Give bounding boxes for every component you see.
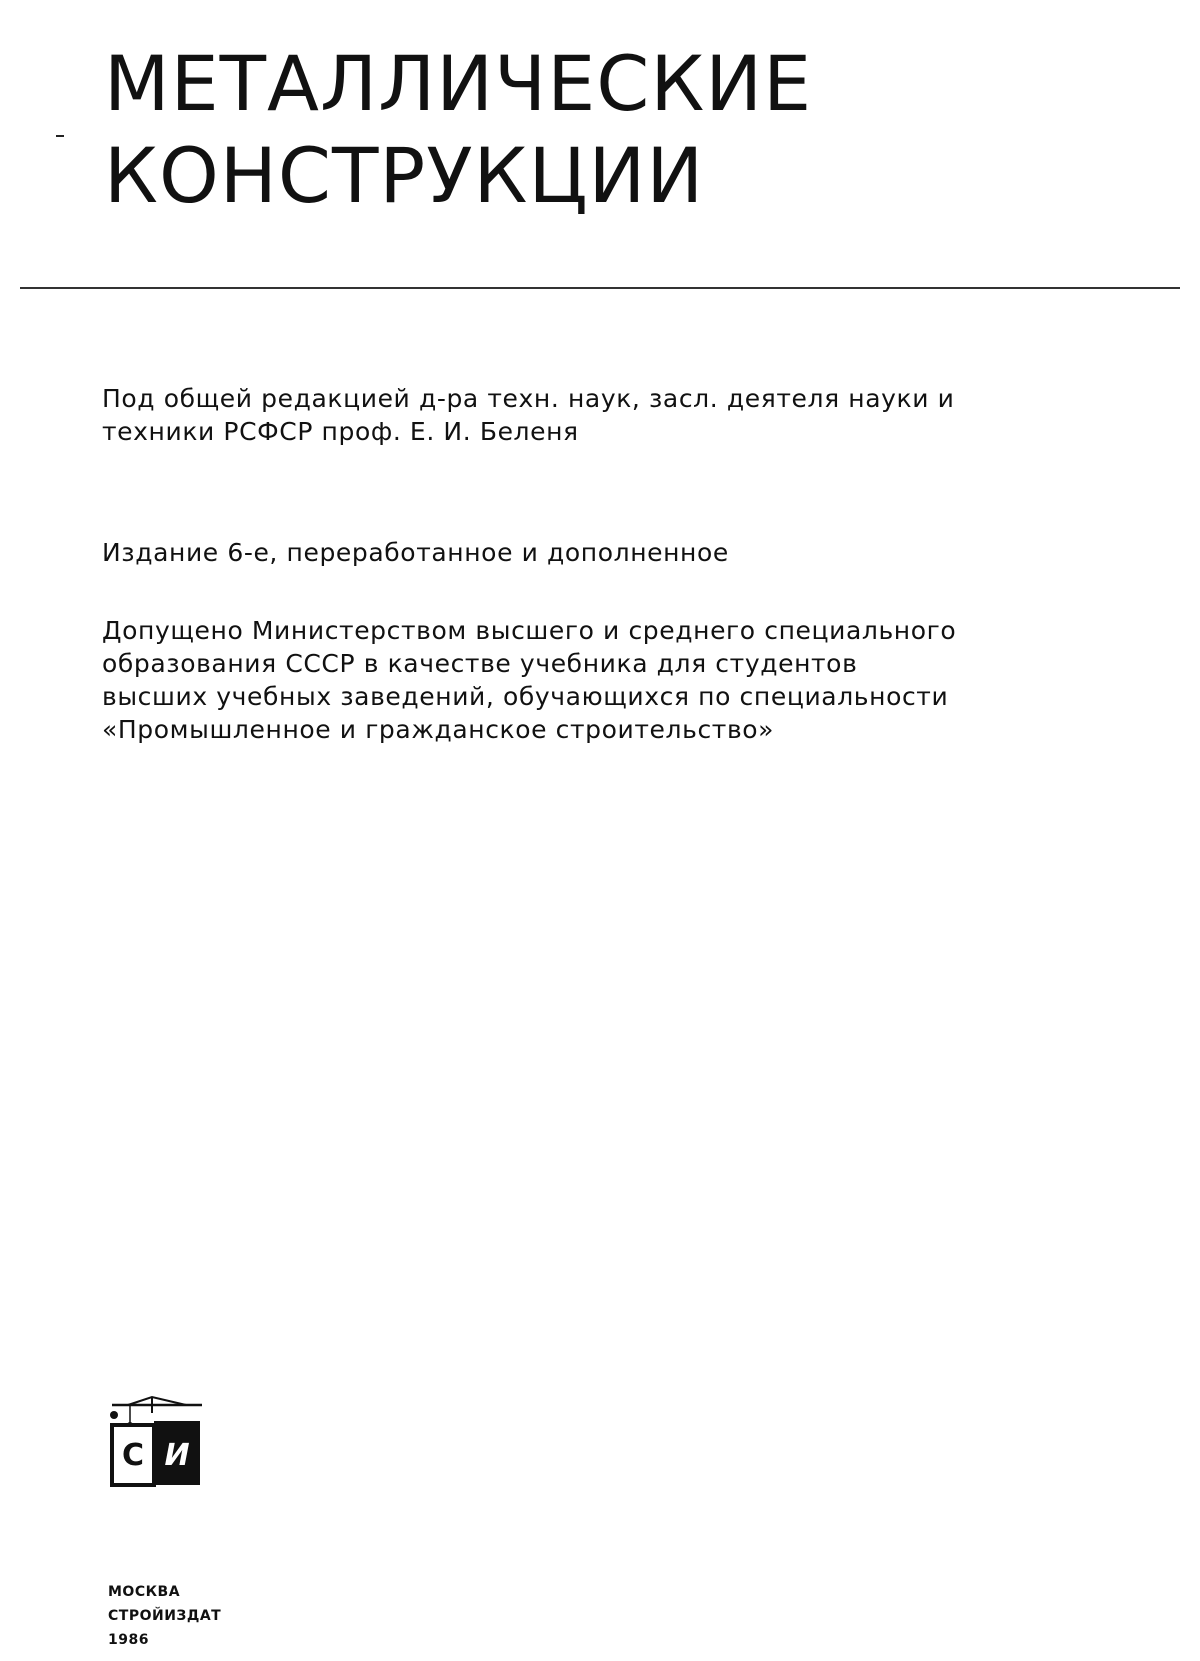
horizontal-rule xyxy=(20,287,1180,289)
edition-note xyxy=(102,536,729,569)
ministry-approval-line-4: «Промышленное и гражданское строительство» xyxy=(102,715,775,744)
ministry-approval-line-1: Допущено Министерством высшего и среднего специального xyxy=(102,616,957,645)
editor-credit xyxy=(102,382,954,448)
book-title xyxy=(104,38,812,222)
imprint-city: МОСКВА xyxy=(108,1584,181,1600)
logo-crane-weight xyxy=(110,1411,118,1419)
logo-letter-right: И xyxy=(164,1438,190,1473)
publisher-imprint xyxy=(108,1580,221,1652)
ministry-approval-line-2: образования СССР в качестве учебника для студентов xyxy=(102,649,858,678)
editor-credit-line-1: Под общей редакцией д-ра техн. наук, засл. деятеля науки и xyxy=(102,384,955,413)
stray-mark xyxy=(56,135,64,137)
imprint-year: 1986 xyxy=(108,1632,149,1648)
logo-letter-left: С xyxy=(121,1438,145,1473)
imprint-publisher: СТРОЙИЗДАТ xyxy=(108,1608,222,1624)
book-title-line-1: МЕТАЛЛИЧЕСКИЕ xyxy=(104,39,813,128)
editor-credit-line-2: техники РСФСР проф. Е. И. Беленя xyxy=(102,417,579,446)
publisher-logo xyxy=(108,1395,216,1489)
ministry-approval-line-3: высших учебных заведений, обучающихся по специальности xyxy=(102,682,949,711)
edition-note-text: Издание 6-е, переработанное и дополненное xyxy=(102,538,729,567)
book-title-line-2: КОНСТРУКЦИИ xyxy=(104,131,705,220)
ministry-approval xyxy=(102,614,956,746)
